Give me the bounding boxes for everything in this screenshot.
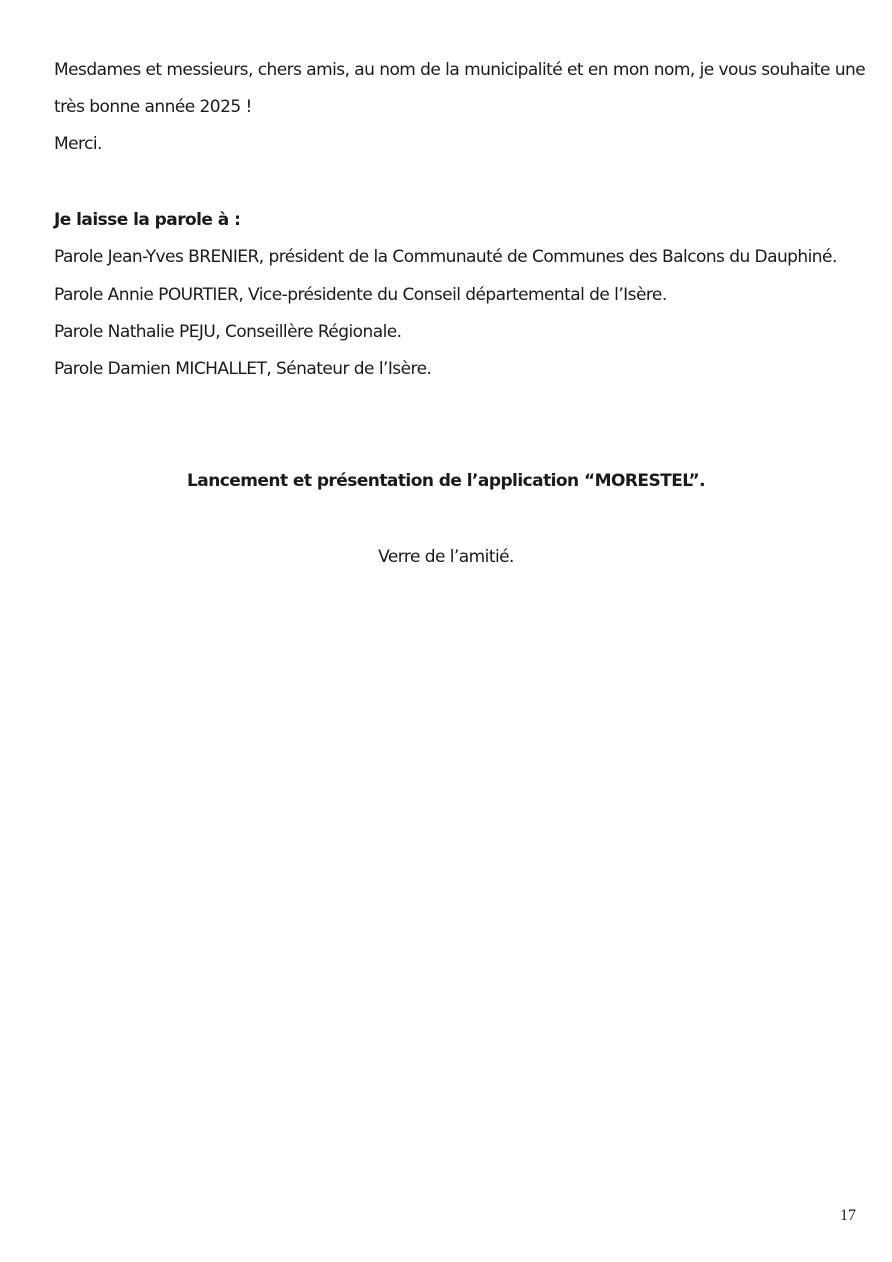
speaker-item: Parole Jean-Yves BRENIER, président de la Communauté de Communes des Balcons du Dauphiné. bbox=[54, 247, 837, 267]
speakers-heading: Je laisse la parole à : bbox=[54, 210, 241, 230]
closing-thanks: Merci. bbox=[54, 134, 102, 154]
speaker-item: Parole Damien MICHALLET, Sénateur de l’Isère. bbox=[54, 359, 432, 379]
page-number: 17 bbox=[840, 1207, 856, 1224]
speaker-item: Parole Annie POURTIER, Vice-présidente du Conseil départemental de l’Isère. bbox=[54, 285, 667, 305]
closing-text-line-1: Mesdames et messieurs, chers amis, au nom de la municipalité et en mon nom, je vous souhaite une bbox=[54, 60, 866, 80]
reception-announcement: Verre de l’amitié. bbox=[378, 547, 514, 567]
closing-text-line-2: très bonne année 2025 ! bbox=[54, 97, 252, 117]
app-launch-announcement: Lancement et présentation de l’application “MORESTEL”. bbox=[186, 471, 706, 491]
speaker-item: Parole Nathalie PEJU, Conseillère Régionale. bbox=[54, 322, 402, 342]
